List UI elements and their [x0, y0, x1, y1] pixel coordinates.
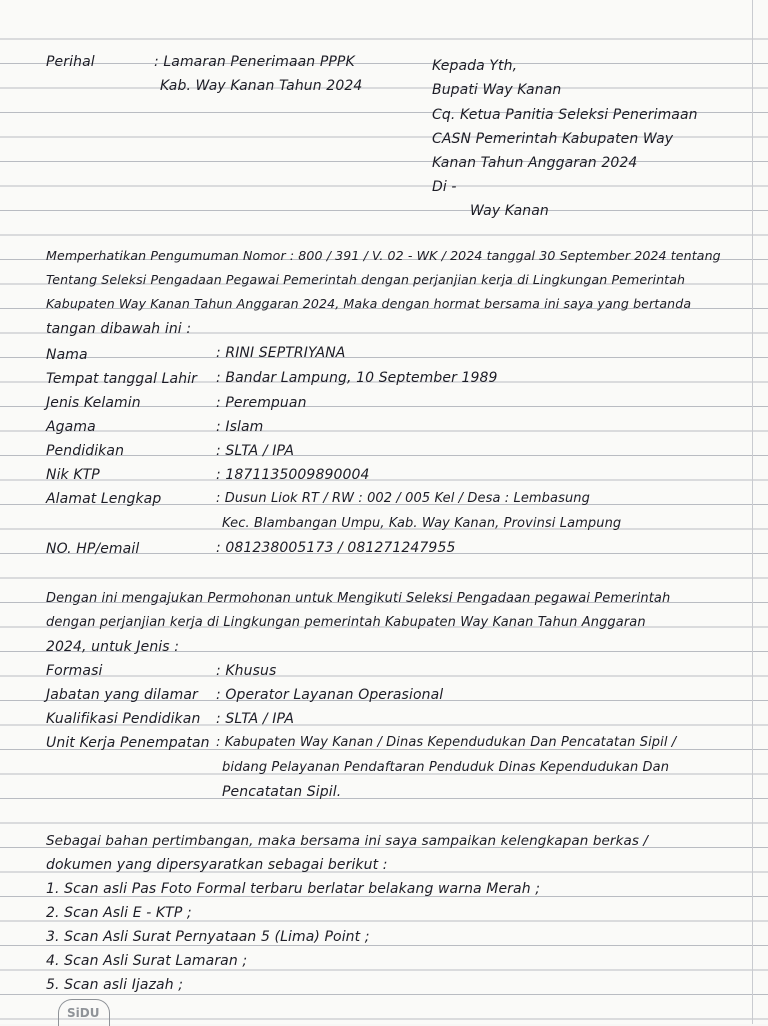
application-label-unit-kerja: Unit Kerja Penempatan: [46, 735, 210, 751]
perihal-value-line-1: : Lamaran Penerimaan PPPK: [154, 54, 355, 70]
perihal-value-line-2: Kab. Way Kanan Tahun 2024: [160, 78, 363, 94]
intro-line-3: Kabupaten Way Kanan Tahun Anggaran 2024, Maka dengan hormat bersama ini saya yang bertanda: [46, 296, 692, 311]
margin-line: [752, 0, 753, 1024]
application-label-formasi: Formasi: [46, 663, 103, 679]
identity-label-nama: Nama: [46, 347, 88, 363]
recipient-line-1: Kepada Yth,: [432, 58, 518, 74]
attachments-line-2: dokumen yang dipersyaratkan sebagai berikut :: [46, 857, 388, 873]
recipient-line-2: Bupati Way Kanan: [432, 82, 562, 98]
attachment-item-1: 1. Scan asli Pas Foto Formal terbaru berlatar belakang warna Merah ;: [46, 881, 541, 897]
identity-label-education: Pendidikan: [46, 443, 125, 459]
application-label-jabatan: Jabatan yang dilamar: [46, 687, 198, 703]
application-line-3: 2024, untuk Jenis :: [46, 639, 180, 655]
paper-brand-logo: [58, 999, 110, 1026]
intro-line-4: tangan dibawah ini :: [46, 321, 192, 337]
recipient-line-7: Way Kanan: [470, 203, 549, 219]
paper-brand-text: SiDU: [67, 1006, 100, 1020]
identity-label-contact: NO. HP/email: [46, 541, 140, 557]
identity-value-ttl: : Bandar Lampung, 10 September 1989: [216, 370, 498, 386]
attachment-item-2: 2. Scan Asli E - KTP ;: [46, 905, 192, 921]
perihal-label: Perihal: [46, 54, 95, 70]
recipient-line-5: Kanan Tahun Anggaran 2024: [432, 155, 638, 171]
identity-value-education: : SLTA / IPA: [216, 443, 295, 459]
identity-label-address: Alamat Lengkap: [46, 491, 162, 507]
application-value-kualifikasi: : SLTA / IPA: [216, 711, 295, 727]
identity-label-gender: Jenis Kelamin: [46, 395, 141, 411]
identity-value-nik: : 1871135009890004: [216, 467, 370, 483]
recipient-line-4: CASN Pemerintah Kabupaten Way: [432, 131, 674, 147]
identity-value-agama: : Islam: [216, 419, 264, 435]
identity-label-agama: Agama: [46, 419, 96, 435]
identity-value-address-1: : Dusun Liok RT / RW : 002 / 005 Kel / Desa : Lembasung: [216, 491, 590, 506]
identity-label-ttl: Tempat tanggal Lahir: [46, 371, 198, 387]
identity-value-address-2: Kec. Blambangan Umpu, Kab. Way Kanan, Provinsi Lampung: [222, 516, 622, 531]
application-value-unit-kerja-3: Pencatatan Sipil.: [222, 784, 342, 800]
intro-line-1: Memperhatikan Pengumuman Nomor : 800 / 391 / V. 02 - WK / 2024 tanggal 30 September 2024 tentang: [46, 248, 721, 263]
intro-line-2: Tentang Seleksi Pengadaan Pegawai Pemerintah dengan perjanjian kerja di Lingkungan Pemerintah: [46, 272, 686, 287]
identity-value-nama: : RINI SEPTRIYANA: [216, 345, 346, 361]
recipient-line-3: Cq. Ketua Panitia Seleksi Penerimaan: [432, 107, 698, 123]
application-value-unit-kerja-1: : Kabupaten Way Kanan / Dinas Kependudukan Dan Pencatatan Sipil /: [216, 735, 677, 750]
recipient-line-6: Di -: [432, 179, 457, 195]
application-label-kualifikasi: Kualifikasi Pendidikan: [46, 711, 201, 727]
application-line-1: Dengan ini mengajukan Permohonan untuk Mengikuti Seleksi Pengadaan pegawai Pemerintah: [46, 591, 671, 606]
attachments-line-1: Sebagai bahan pertimbangan, maka bersama ini saya sampaikan kelengkapan berkas /: [46, 833, 649, 849]
identity-value-gender: : Perempuan: [216, 395, 307, 411]
application-value-jabatan: : Operator Layanan Operasional: [216, 687, 444, 703]
identity-value-contact: : 081238005173 / 081271247955: [216, 540, 456, 556]
attachment-item-4: 4. Scan Asli Surat Lamaran ;: [46, 953, 248, 969]
identity-label-nik: Nik KTP: [46, 467, 100, 483]
application-line-2: dengan perjanjian kerja di Lingkungan pemerintah Kabupaten Way Kanan Tahun Anggaran: [46, 615, 646, 630]
application-value-formasi: : Khusus: [216, 663, 277, 679]
application-value-unit-kerja-2: bidang Pelayanan Pendaftaran Penduduk Dinas Kependudukan Dan: [222, 760, 670, 775]
attachment-item-3: 3. Scan Asli Surat Pernyataan 5 (Lima) Point ;: [46, 929, 370, 945]
attachment-item-5: 5. Scan asli Ijazah ;: [46, 977, 184, 993]
